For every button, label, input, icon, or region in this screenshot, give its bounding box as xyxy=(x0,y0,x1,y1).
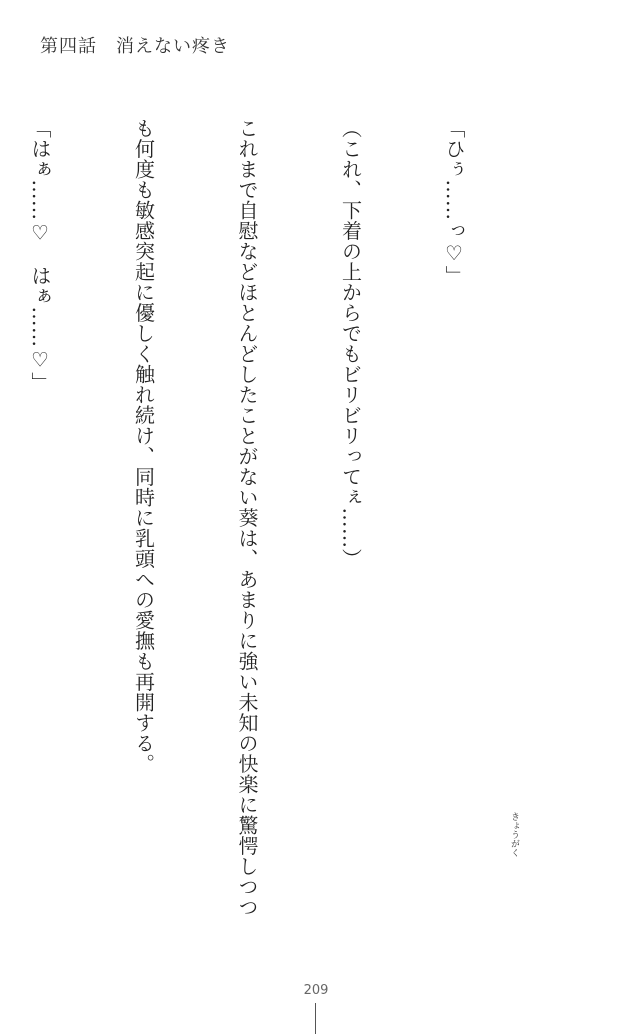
text-line: これまで自慰などほとんどしたことがない葵は、あまりに強い未知の快楽に驚愕しつつ xyxy=(235,118,259,918)
text-line: も何度も敏感突起に優しく触れ続け、同時に乳頭への愛撫も再開する。 xyxy=(131,118,156,774)
body-text xyxy=(0,118,540,948)
chapter-title: 第四話 消えない疼き xyxy=(40,36,230,57)
text-line: 「ひぅ……っ♡」 xyxy=(442,118,466,286)
page-number: 209 xyxy=(303,983,329,998)
text-line: （これ、下着の上からでもビリビリってぇ……） xyxy=(338,118,363,569)
ruby-annotation: きょうがく xyxy=(509,812,519,857)
page-divider xyxy=(315,1003,316,1034)
text-line: 「はぁ……♡ はぁ……♡」 xyxy=(28,118,52,393)
